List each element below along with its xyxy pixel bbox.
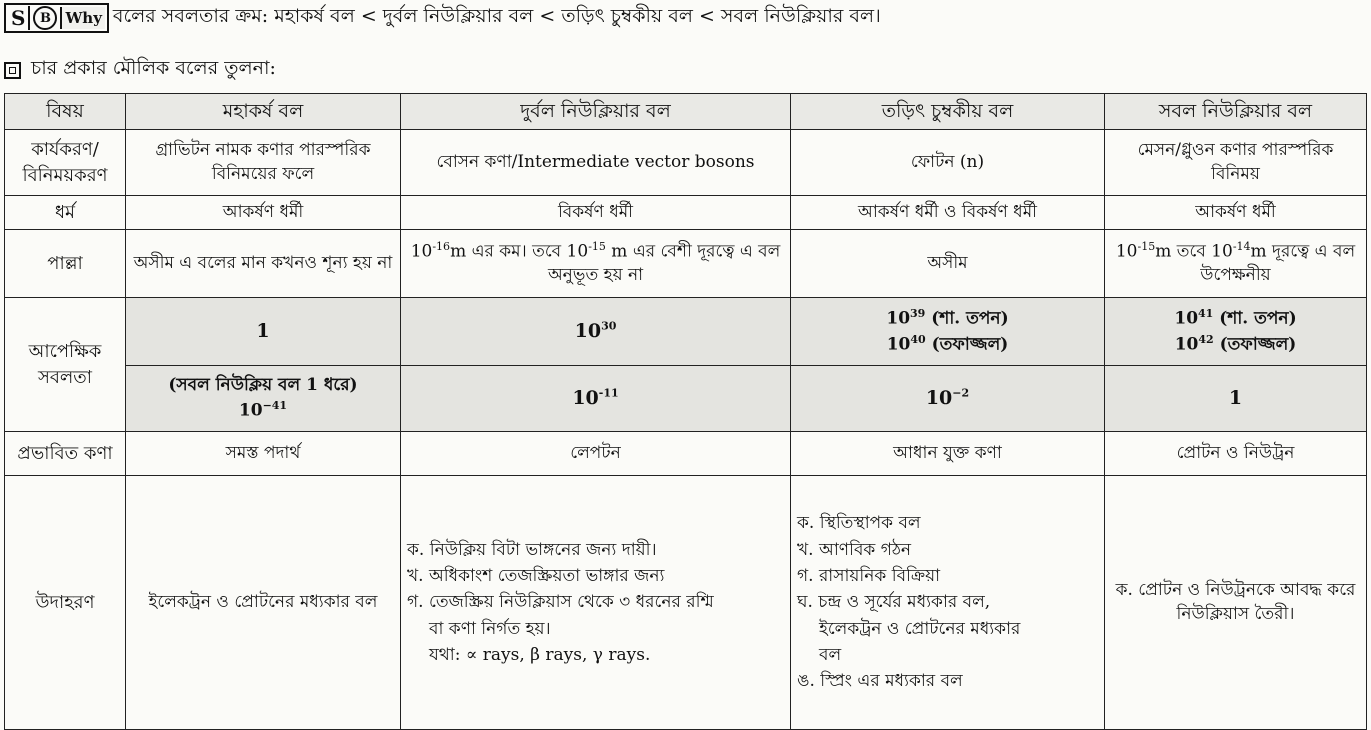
row-label-affected: প্রভাবিত কণা (5, 432, 126, 476)
label-line: বিনিময়করণ (22, 164, 108, 186)
text: m এর বেশী দূরত্বে এ বল অনুভূত হয় না (547, 241, 781, 286)
label-line: সবলতা (37, 366, 93, 388)
list-item: ঙ. স্প্রিং এর মধ্যকার বল (797, 671, 963, 692)
text: m দূরত্বে এ বল উপেক্ষনীয় (1200, 241, 1356, 286)
exponent: −2 (952, 386, 970, 400)
cell: অসীম (791, 230, 1105, 298)
intro-line (4, 3, 1364, 33)
base: 10 (925, 387, 953, 410)
cell (1105, 230, 1367, 298)
fundamental-forces-table (4, 93, 1367, 730)
force-order-text: বলের সবলতার ক্রম: মহাকর্ষ বল < দুর্বল নিউক্লিয়ার বল < তড়িৎ চুম্বকীয় বল < সবল নিউক্লিয়ার বল। (112, 5, 881, 27)
exponent: -14 (1232, 239, 1251, 253)
header-subject: বিষয় (5, 94, 126, 130)
text: 10 (410, 241, 433, 262)
base: 10 (1174, 308, 1199, 329)
cell: আকর্ষণ ধর্মী ও বিকর্ষণ ধর্মী (791, 196, 1105, 230)
cell: 1 (126, 298, 401, 366)
text: m এর কম। তবে 10 (450, 241, 589, 262)
row-nature (5, 196, 1367, 230)
header-row (5, 94, 1367, 130)
row-affected-particles (5, 432, 1367, 476)
cell (1105, 298, 1367, 366)
label-line: কার্যকরণ/ (31, 139, 99, 161)
base: 10 (572, 387, 599, 410)
cell (126, 366, 401, 432)
section-heading-text: চার প্রকার মৌলিক বলের তুলনা: (31, 57, 276, 79)
cell: আকর্ষণ ধর্মী (1105, 196, 1367, 230)
list-item: গ. তেজস্ক্রিয় নিউক্লিয়াস থেকে ৩ ধরনের রশ্মি (407, 592, 714, 613)
row-strength-2 (5, 366, 1367, 432)
logo-why: Why (60, 7, 104, 29)
text: (শা. তপন) (925, 308, 1009, 329)
cell: অসীম এ বলের মান কখনও শূন্য হয় না (126, 230, 401, 298)
base: 10 (886, 308, 911, 329)
cell (791, 366, 1105, 432)
text: (শা. তপন) (1213, 308, 1297, 329)
list-item: ক. স্থিতিস্থাপক বল (797, 513, 921, 534)
cell: 1 (1105, 366, 1367, 432)
list-item: গ. রাসায়নিক বিক্রিয়া (797, 565, 941, 586)
list-item: বল (819, 645, 842, 666)
list-item: ঘ. চন্দ্র ও সূর্যের মধ্যকার বল, (797, 592, 991, 613)
row-label-examples: উদাহরণ (5, 476, 126, 730)
cell: ক. প্রোটন ও নিউট্রনকে আবদ্ধ করে নিউক্লিয়াস তৈরী। (1105, 476, 1367, 730)
base: 10 (886, 334, 911, 355)
cell (401, 230, 791, 298)
cell (791, 298, 1105, 366)
logo-s: S (8, 6, 30, 30)
value-line (1111, 306, 1360, 331)
base: 10 (1174, 334, 1199, 355)
text: (তফাজ্জল) (1213, 334, 1297, 355)
cell (791, 476, 1105, 730)
logo-b: B (33, 6, 57, 30)
cell: বিকর্ষণ ধর্মী (401, 196, 791, 230)
exponent: -11 (598, 386, 619, 400)
section-heading (4, 55, 276, 85)
row-examples (5, 476, 1367, 730)
base: 10 (238, 400, 263, 421)
value-line (797, 332, 1098, 357)
cell: গ্রাভিটন নামক কণার পারস্পরিক বিনিময়ের ফলে (126, 130, 401, 196)
cell: প্রোটন ও নিউট্রন (1105, 432, 1367, 476)
row-label-nature: ধর্ম (5, 196, 126, 230)
text: m তবে 10 (1155, 241, 1233, 262)
list-item: ক. নিউক্লিয় বিটা ভাঙ্গনের জন্য দায়ী। (407, 539, 657, 560)
cell (401, 476, 791, 730)
cell: বোসন কণা/Intermediate vector bosons (401, 130, 791, 196)
row-mediator (5, 130, 1367, 196)
exponent: -15 (1137, 239, 1156, 253)
exponent: 30 (601, 319, 617, 333)
list-item: খ. অধিকাংশ তেজস্ক্রিয়তা ভাঙ্গার জন্য (407, 565, 665, 586)
header-weak-nuclear: দুর্বল নিউক্লিয়ার বল (401, 94, 791, 130)
base: 10 (574, 320, 602, 343)
text: 10 (1115, 241, 1138, 262)
label-line: আপেক্ষিক (28, 341, 102, 363)
exponent: 39 (910, 307, 926, 321)
exponent: -15 (588, 239, 606, 253)
list-item: বা কণা নির্গত হয়। (429, 618, 551, 639)
square-bullet-icon (4, 62, 21, 79)
cell (401, 298, 791, 366)
exponent: −41 (262, 398, 288, 412)
sbwhy-logo (4, 3, 109, 33)
exponent: 41 (1198, 307, 1214, 321)
row-strength-1 (5, 298, 1367, 366)
value-line (797, 306, 1098, 331)
value-line (1111, 332, 1360, 357)
text: (তফাজ্জল) (925, 334, 1009, 355)
cell (401, 366, 791, 432)
header-strong-nuclear: সবল নিউক্লিয়ার বল (1105, 94, 1367, 130)
row-label-range: পাল্লা (5, 230, 126, 298)
exponent: -16 (432, 239, 451, 253)
cell: আধান যুক্ত কণা (791, 432, 1105, 476)
value-line (132, 398, 394, 423)
cell: সমস্ত পদার্থ (126, 432, 401, 476)
row-label-relative-strength (5, 298, 126, 432)
cell: ফোটন (n) (791, 130, 1105, 196)
cell: লেপটন (401, 432, 791, 476)
exponent: 42 (1198, 332, 1214, 346)
list-item: যথা: ∝ rays, β rays, γ rays. (429, 645, 651, 666)
list-item: খ. আণবিক গঠন (797, 539, 912, 560)
cell: আকর্ষণ ধর্মী (126, 196, 401, 230)
cell: মেসন/গ্লুওন কণার পারস্পরিক বিনিময় (1105, 130, 1367, 196)
row-range (5, 230, 1367, 298)
cell: ইলেকট্রন ও প্রোটনের মধ্যকার বল (126, 476, 401, 730)
row-label-mediator (5, 130, 126, 196)
exponent: 40 (910, 332, 926, 346)
header-electromagnetic: তড়িৎ চুম্বকীয় বল (791, 94, 1105, 130)
value-line: (সবল নিউক্লিয় বল 1 ধরে) (168, 374, 358, 395)
list-item: ইলেকট্রন ও প্রোটনের মধ্যকার (819, 618, 1021, 639)
header-gravitational: মহাকর্ষ বল (126, 94, 401, 130)
